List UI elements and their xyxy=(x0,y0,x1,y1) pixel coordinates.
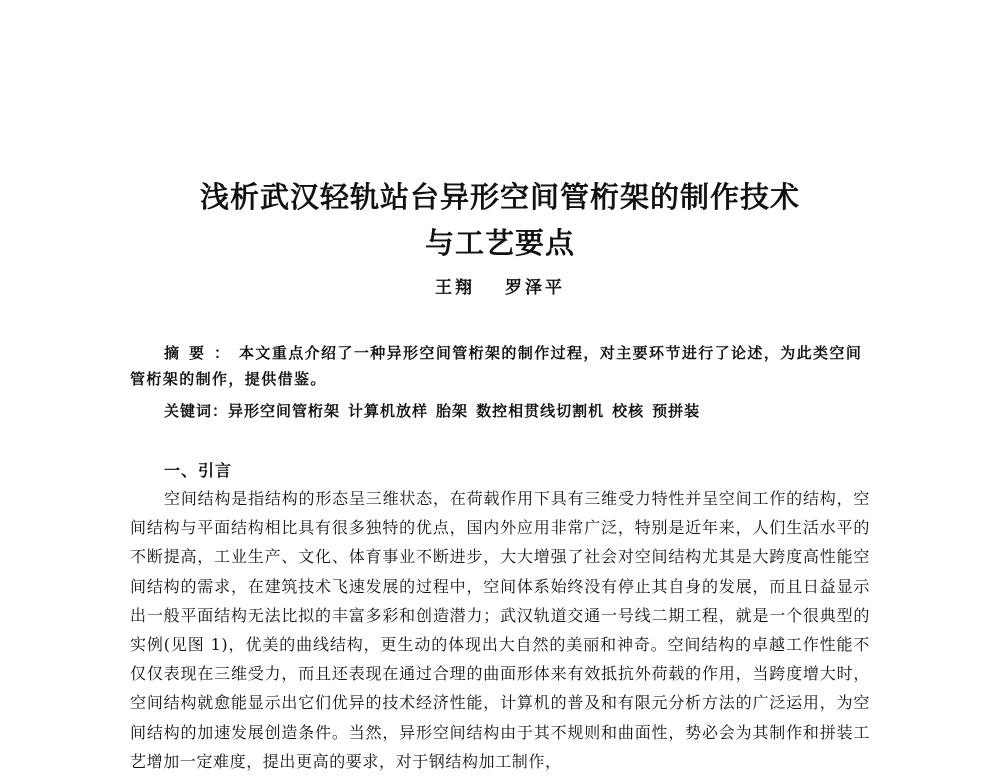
paper-title-line-2: 与工艺要点 xyxy=(424,226,575,260)
author-list xyxy=(0,273,1000,298)
keyword: 预拼装 xyxy=(652,402,701,420)
paper-title-line-1: 浅析武汉轻轨站台异形空间管桁架的制作技术 xyxy=(199,180,800,214)
keywords-label: 关键词： xyxy=(164,402,229,420)
keyword: 数控相贯线切割机 xyxy=(476,402,605,420)
body-paragraph: 空间结构是指结构的形态呈三维状态，在荷载作用下具有三维受力特性并呈空间工作的结构，空间结构与平面结构相比具有很多独特的优点，国内外应用非常广泛，特别是近年来，人们生活水平的不断提高，工业生产、文化、体育事业不断进步，大大增强了社会对空间结构尤其是大跨度高性能空间结构的需求，在建筑技术飞速发展的过程中，空间体系始终没有停止其自身的发展，而且日益显示出一般平面结构无法比拟的丰富多彩和创造潜力；武汉轨道交通一号线二期工程，就是一个很典型的实例(见图 1)，优美的曲线结构，更生动的体现出大自然的美丽和神奇。空间结构的卓越工作性能不仅仅表现在三维受力，而且还表现在通过合理的曲面形体来有效抵抗外荷载的作用，当跨度增大时，空间结构就愈能显示出它们优异的技术经济性能，计算机的普及和有限元分析方法的广泛运用，为空间结构的加速发展创造条件。当然，异形空间结构由于其不规则和曲面性，势必会为其制作和拼装工艺增加一定难度，提出更高的要求，对于钢结构加工制作， xyxy=(130,489,870,771)
keyword: 校核 xyxy=(612,402,645,420)
keyword: 胎架 xyxy=(436,402,469,420)
keyword: 计算机放样 xyxy=(348,402,429,420)
author-name: 罗泽平 xyxy=(505,278,565,298)
abstract-text: 本文重点介绍了一种异形空间管桁架的制作过程，对主要环节进行了论述，为此类空间管桁架的制作，提供借鉴。 xyxy=(130,344,863,388)
abstract-label: 摘要： xyxy=(164,344,240,362)
keywords xyxy=(164,398,884,424)
author-name: 王翔 xyxy=(435,278,475,298)
keyword: 异形空间管桁架 xyxy=(228,402,341,420)
abstract xyxy=(130,340,870,392)
section-heading: 一、引言 xyxy=(164,461,233,480)
